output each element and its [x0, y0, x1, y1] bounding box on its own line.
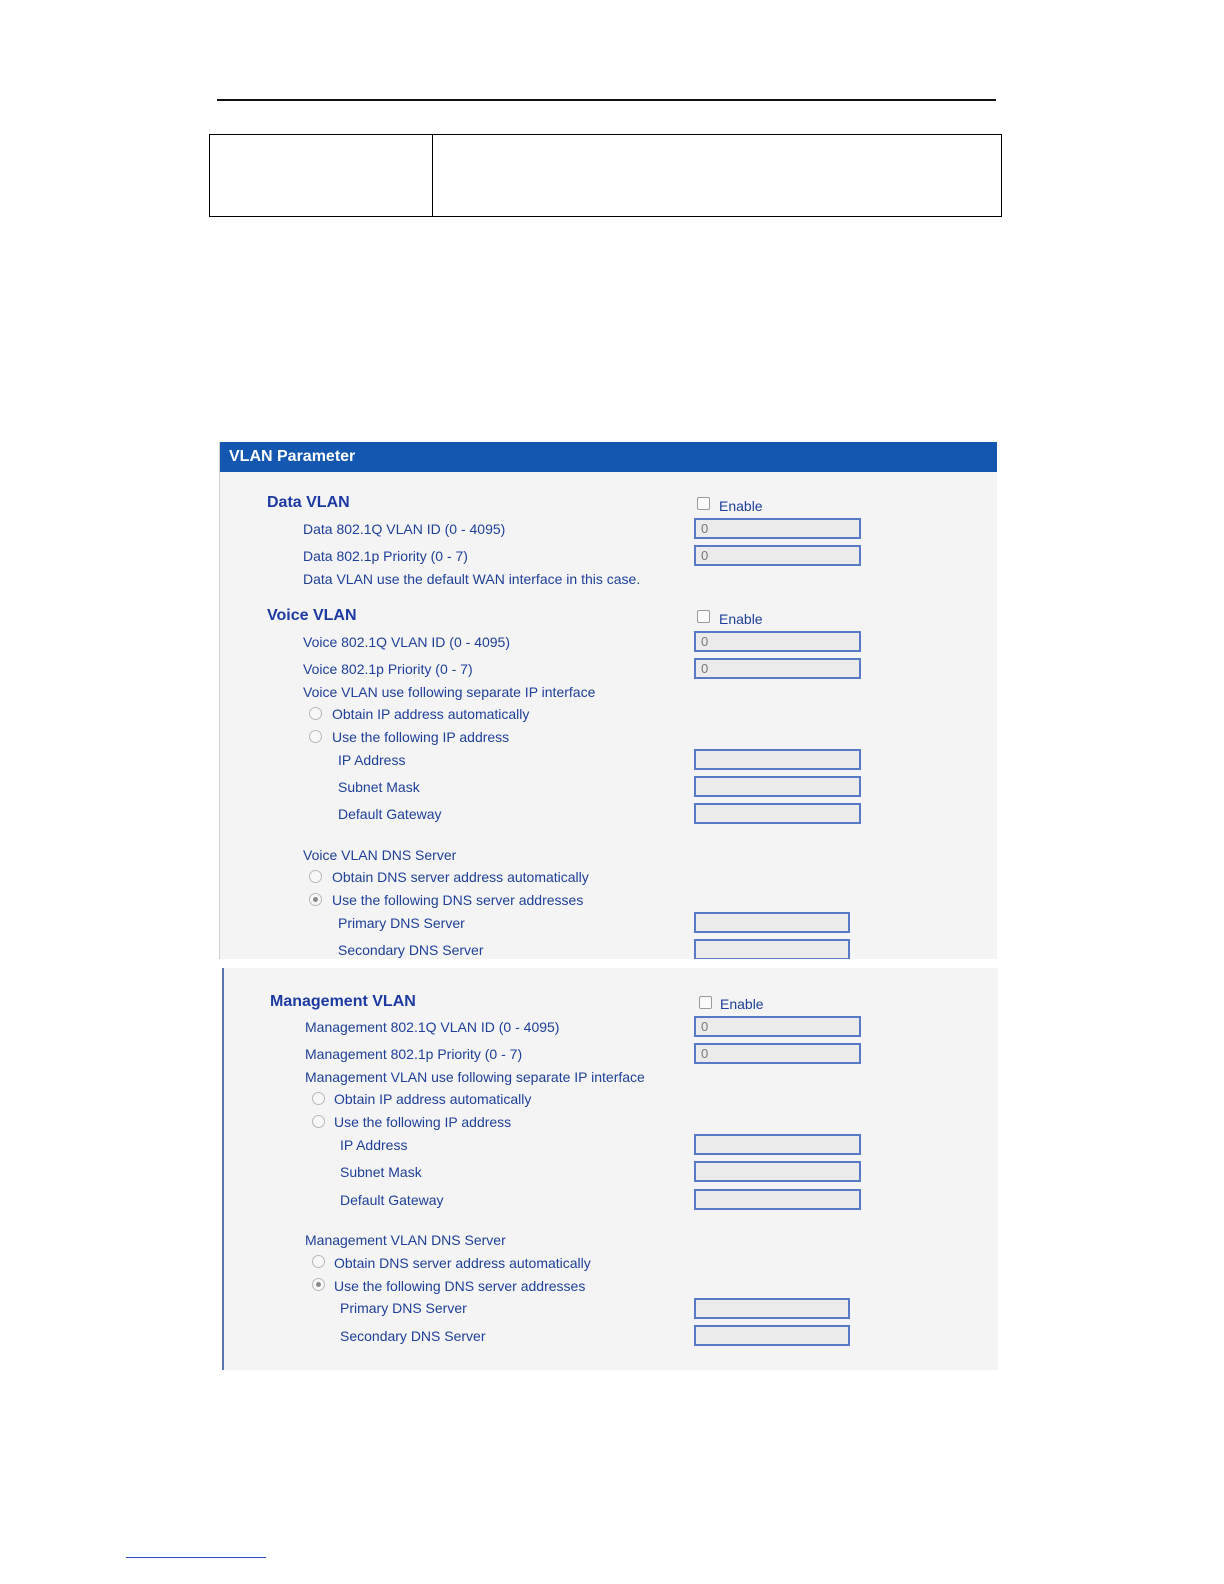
mgmt-use-dns-radio[interactable] [312, 1278, 325, 1291]
voice-vlan-id-label: Voice 802.1Q VLAN ID (0 - 4095) [303, 634, 510, 650]
mgmt-vlan-enable-checkbox[interactable] [699, 996, 712, 1009]
data-vlan-id-input[interactable]: 0 [694, 518, 861, 539]
voice-secondary-dns-label: Secondary DNS Server [338, 942, 484, 958]
mgmt-dns-label: Management VLAN DNS Server [305, 1232, 506, 1248]
voice-subnet-mask-input[interactable] [694, 776, 861, 797]
voice-ip-address-label: IP Address [338, 752, 406, 768]
management-vlan-panel [222, 968, 998, 1370]
data-vlan-priority-label: Data 802.1p Priority (0 - 7) [303, 548, 468, 564]
data-vlan-enable-checkbox[interactable] [697, 497, 710, 510]
voice-use-ip-label: Use the following IP address [332, 729, 510, 745]
mgmt-vlan-id-input[interactable]: 0 [694, 1016, 861, 1037]
mgmt-obtain-ip-radio[interactable] [312, 1092, 325, 1105]
mgmt-use-ip-radio[interactable] [312, 1115, 325, 1128]
voice-use-ip-radio[interactable] [309, 730, 322, 743]
mgmt-gateway-input[interactable] [694, 1189, 861, 1210]
voice-use-dns-radio[interactable] [309, 893, 322, 906]
data-vlan-enable-label: Enable [719, 498, 763, 514]
voice-vlan-priority-input[interactable]: 0 [694, 658, 861, 679]
voice-vlan-priority-label: Voice 802.1p Priority (0 - 7) [303, 661, 473, 677]
data-vlan-priority-input[interactable]: 0 [694, 545, 861, 566]
data-vlan-heading: Data VLAN [267, 494, 350, 511]
voice-ip-interface-label: Voice VLAN use following separate IP interface [303, 684, 596, 700]
voice-obtain-ip-label: Obtain IP address automatically [332, 706, 530, 722]
voice-dns-label: Voice VLAN DNS Server [303, 847, 457, 863]
mgmt-use-ip-label: Use the following IP address [334, 1114, 512, 1130]
mgmt-obtain-dns-radio[interactable] [312, 1255, 325, 1268]
voice-primary-dns-input[interactable] [694, 912, 850, 933]
voice-use-dns-label: Use the following DNS server addresses [332, 892, 584, 908]
voice-secondary-dns-input[interactable] [694, 939, 850, 959]
voice-obtain-dns-label: Obtain DNS server address automatically [332, 869, 589, 885]
mgmt-primary-dns-input[interactable] [694, 1298, 850, 1319]
mgmt-obtain-dns-label: Obtain DNS server address automatically [334, 1255, 591, 1271]
voice-primary-dns-label: Primary DNS Server [338, 915, 465, 931]
voice-vlan-heading: Voice VLAN [267, 607, 357, 624]
mgmt-gateway-label: Default Gateway [340, 1192, 444, 1208]
data-vlan-note: Data VLAN use the default WAN interface in this case. [303, 571, 641, 587]
mgmt-ip-interface-label: Management VLAN use following separate IP interface [305, 1069, 645, 1085]
voice-gateway-input[interactable] [694, 803, 861, 824]
mgmt-primary-dns-label: Primary DNS Server [340, 1300, 467, 1316]
voice-subnet-mask-label: Subnet Mask [338, 779, 420, 795]
mgmt-secondary-dns-label: Secondary DNS Server [340, 1328, 486, 1344]
mgmt-subnet-mask-input[interactable] [694, 1161, 861, 1182]
mgmt-use-dns-label: Use the following DNS server addresses [334, 1278, 586, 1294]
header-rule [217, 99, 996, 101]
voice-ip-address-input[interactable] [694, 749, 861, 770]
table-column-divider [432, 135, 433, 216]
mgmt-vlan-enable-label: Enable [720, 996, 764, 1012]
mgmt-subnet-mask-label: Subnet Mask [340, 1164, 422, 1180]
mgmt-vlan-priority-label: Management 802.1p Priority (0 - 7) [305, 1046, 523, 1062]
mgmt-vlan-id-label: Management 802.1Q VLAN ID (0 - 4095) [305, 1019, 560, 1035]
document-table [209, 134, 1002, 217]
panel-header [220, 442, 997, 472]
mgmt-secondary-dns-input[interactable] [694, 1325, 850, 1346]
mgmt-vlan-heading: Management VLAN [270, 993, 416, 1010]
voice-vlan-id-input[interactable]: 0 [694, 631, 861, 652]
mgmt-ip-address-input[interactable] [694, 1134, 861, 1155]
voice-gateway-label: Default Gateway [338, 806, 442, 822]
voice-vlan-enable-checkbox[interactable] [697, 610, 710, 623]
panel-title: VLAN Parameter [229, 448, 356, 465]
footer-link-underline [126, 1557, 266, 1558]
voice-obtain-ip-radio[interactable] [309, 707, 322, 720]
voice-vlan-enable-label: Enable [719, 611, 763, 627]
vlan-parameter-panel [219, 442, 997, 959]
mgmt-vlan-priority-input[interactable]: 0 [694, 1043, 861, 1064]
data-vlan-id-label: Data 802.1Q VLAN ID (0 - 4095) [303, 521, 506, 537]
voice-obtain-dns-radio[interactable] [309, 870, 322, 883]
mgmt-obtain-ip-label: Obtain IP address automatically [334, 1091, 532, 1107]
mgmt-ip-address-label: IP Address [340, 1137, 408, 1153]
